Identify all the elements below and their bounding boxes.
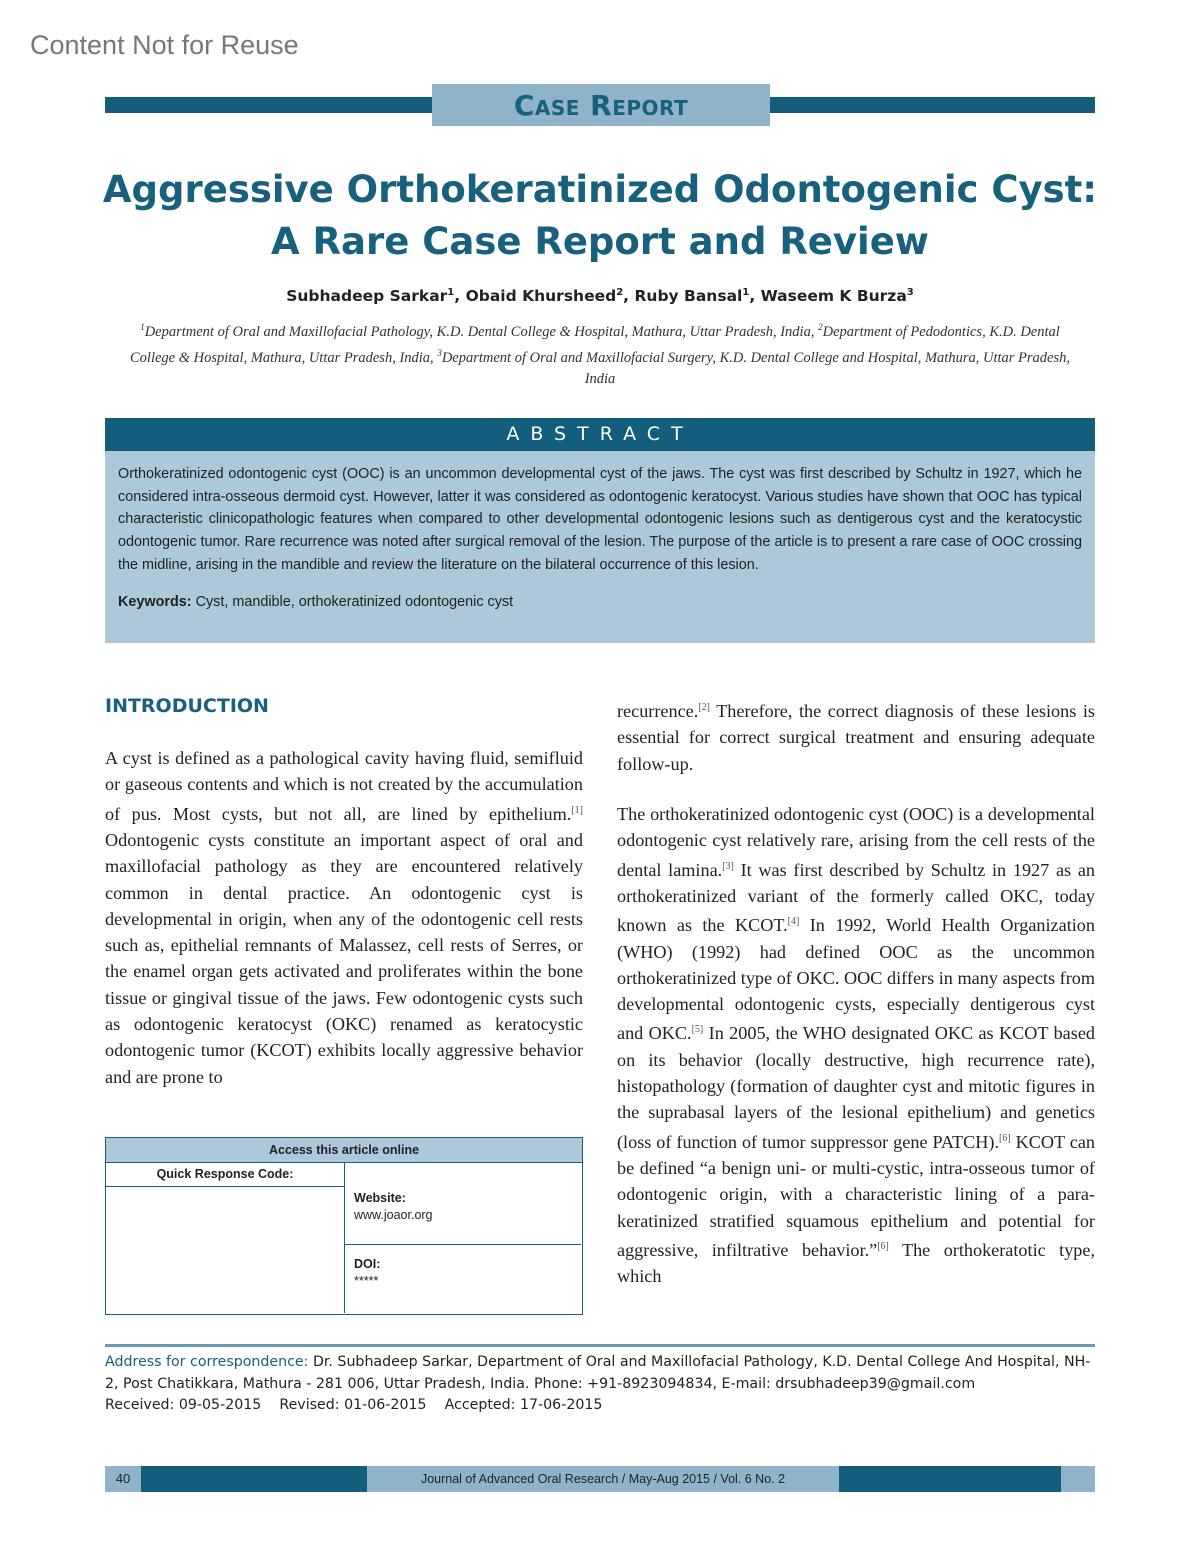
title-line-1: Aggressive Orthokeratinized Odontogenic Cyst: (102, 168, 1098, 211)
received-label: Received: (105, 1397, 175, 1413)
access-article-box (105, 1137, 583, 1315)
keywords-text: Cyst, mandible, orthokeratinized odontogenic cyst (195, 593, 514, 610)
introduction-heading: INTRODUCTION (105, 695, 269, 717)
abstract-text: Orthokeratinized odontogenic cyst (OOC) is an uncommon developmental cyst of the jaws. The cyst was first described by Schultz in 1927, which he considered intra-osseous dermoid cyst. However, latter it was considered as odontogenic keratocyst. Various studies have shown that OOC has typical characteristic clinicopathologic features when compared to other developmental odontogenic lesions such as dentigerous cyst and the keratocystic odontogenic tumor. Rare recurrence was noted after surgical removal of the lesion. The purpose of the article is to present a rare case of OOC crossing the midline, arising in the mandible and review the literature on the bilateral occurrence of this lesion. (118, 466, 1082, 573)
para-text: A cyst is defined as a pathological cavity having fluid, semifluid or gaseous contents and which is not created by the accumulation of pus. Most cysts, but not all, are lined by epithelium. (105, 748, 583, 824)
para-text: In 1992, World Health Organization (WHO) (1992) had defined OOC as the uncommon orthokeratinized type of OKC. OOC differs in many aspects from developmental odontogenic cysts, especially dentigerous cyst and OKC. (617, 915, 1095, 1044)
website-block (354, 1190, 433, 1224)
website-link[interactable]: www.joaor.org (354, 1208, 433, 1222)
para-text: The orthokeratinized odontogenic cyst (OOC) is a developmental odontogenic cyst relatively rare, arising from the cell rests of the dental lamina. (617, 803, 1095, 880)
affil-sup: 3 (437, 347, 442, 358)
accepted-date: 17-06-2015 (519, 1397, 603, 1413)
citation: [2] (698, 702, 710, 713)
citation: [6] (999, 1132, 1011, 1144)
affiliation-3: Department of Oral and Maxillofacial Surgery, K.D. Dental College and Hospital, Mathura, Uttar Pradesh, India (441, 349, 1070, 387)
affil-sup: 2 (818, 322, 823, 332)
revised-label: Revised: (279, 1397, 340, 1413)
citation: [3] (722, 860, 734, 872)
doi-block (354, 1256, 380, 1290)
doi-label: DOI: (354, 1257, 381, 1271)
affiliations (120, 317, 1080, 390)
para-text: It was first described by Schultz in 1927 as an orthokeratinized variant of the formerly called OKC, today known as the KCOT. (617, 859, 1095, 936)
correspondence (105, 1352, 1095, 1417)
journal-citation: Journal of Advanced Oral Research / May-Aug 2015 / Vol. 6 No. 2 (367, 1466, 839, 1492)
info-cell (344, 1162, 581, 1313)
received-date: 09-05-2015 (178, 1397, 262, 1413)
author-name: Subhadeep Sarkar (286, 287, 448, 306)
abstract-heading: ABSTRACT (105, 418, 1095, 451)
affiliation-2: Department of Pedodontics, K.D. Dental College & Hospital, Mathura, Uttar Pradesh, India, (130, 323, 1060, 366)
qr-cell (106, 1162, 345, 1313)
divider (344, 1244, 581, 1245)
citation: [4] (787, 916, 800, 928)
section-label: Case Report (513, 88, 689, 122)
qr-label: Quick Response Code: (106, 1162, 344, 1187)
keywords (118, 591, 1082, 614)
intro-paragraph-1 (105, 745, 583, 1090)
para-text: In 2005, the WHO designated OKC as KCOT based on its behavior (locally destructive, high recurrence rate), histopathology (formation of daughter cyst and mitotic figures in the suprabasal layers of the lesional epithelium) and genetics (loss of function of tumor suppressor gene PATCH). (617, 1023, 1095, 1152)
correspondence-text: Dr. Subhadeep Sarkar, Department of Oral and Maxillofacial Pathology, K.D. Dental College And Hospital, NH-2, Post Chatikkara, Mathura - 281 006, Uttar Pradesh, India. Phone: +91-8923094834, E-mail: drsubhadeep39@gmail.com (105, 1354, 1091, 1392)
citation: [5] (691, 1024, 704, 1036)
citation: [6] (877, 1240, 889, 1252)
author-list: Subhadeep Sarkar$^1$, Obaid Khursheed$^2$, Ruby Bansal$^1$, Waseem K Burza$^3$ (286, 287, 914, 306)
intro-paragraph-2 (617, 695, 1095, 777)
section-label-box (432, 84, 770, 126)
footer-end-block (1061, 1466, 1095, 1492)
author-name: Waseem K Burza (760, 287, 907, 306)
abstract-body (105, 451, 1095, 643)
correspondence-label: Address for correspondence: (105, 1354, 309, 1370)
correspondence-rule (105, 1344, 1095, 1347)
author-sup: 1 (742, 287, 750, 298)
page-number: 40 (105, 1466, 141, 1492)
correspondence-address (105, 1352, 1095, 1395)
author-sup: 3 (906, 287, 914, 298)
watermark-text: Content Not for Reuse (30, 30, 299, 60)
article-title (60, 164, 1140, 268)
title-line-2: A Rare Case Report and Review (271, 220, 929, 263)
intro-paragraph-3 (617, 801, 1095, 1290)
author-name: Obaid Khursheed (465, 287, 617, 306)
para-text: Therefore, the correct diagnosis of these lesions is essential for correct surgical treatment and ensuring adequate follow-up. (617, 701, 1095, 774)
accepted-label: Accepted: (444, 1397, 516, 1413)
para-text: recurrence. (617, 701, 699, 722)
doi-value: ***** (354, 1274, 379, 1288)
affiliation-1: Department of Oral and Maxillofacial Pathology, K.D. Dental College & Hospital, Mathura, Uttar Pradesh, India, (144, 323, 819, 340)
left-column (105, 745, 583, 1090)
para-text: KCOT can be defined “a benign uni- or multi-cystic, intra-osseous tumor of odontogenic origin, with a characteristic lining of a para-keratinized stratified squamous epithelium and potential for aggressive, infiltrative behavior.” (617, 1131, 1095, 1261)
author-name: Ruby Bansal (634, 287, 743, 306)
access-header: Access this article online (106, 1138, 582, 1163)
revised-date: 01-06-2015 (344, 1397, 427, 1413)
right-column (617, 695, 1095, 1290)
dates-line (105, 1395, 1095, 1417)
page-footer (105, 1466, 1095, 1492)
website-label: Website: (354, 1191, 406, 1205)
keywords-label: Keywords: (118, 593, 192, 610)
para-text: The orthokeratotic type, which (617, 1240, 1095, 1287)
para-text: Odontogenic cysts constitute an important aspect of oral and maxillofacial pathology as they are encountered relatively common in dental practice. An odontogenic cyst is developmental in origin, when any of the odontogenic cell rests such as, epithelial remnants of Malassez, cell rests of Serres, or the enamel organ gets activated and proliferates within the bone tissue or gingival tissue of the jaws. Few odontogenic cysts such as odontogenic keratocyst (OKC) renamed as keratocystic odontogenic tumor (KCOT) exhibits locally aggressive behavior and are prone to (105, 829, 583, 1087)
citation: [1] (571, 804, 583, 816)
affil-sup: 1 (140, 322, 145, 332)
author-sup: 1 (447, 287, 455, 298)
author-sup: 2 (616, 287, 624, 298)
